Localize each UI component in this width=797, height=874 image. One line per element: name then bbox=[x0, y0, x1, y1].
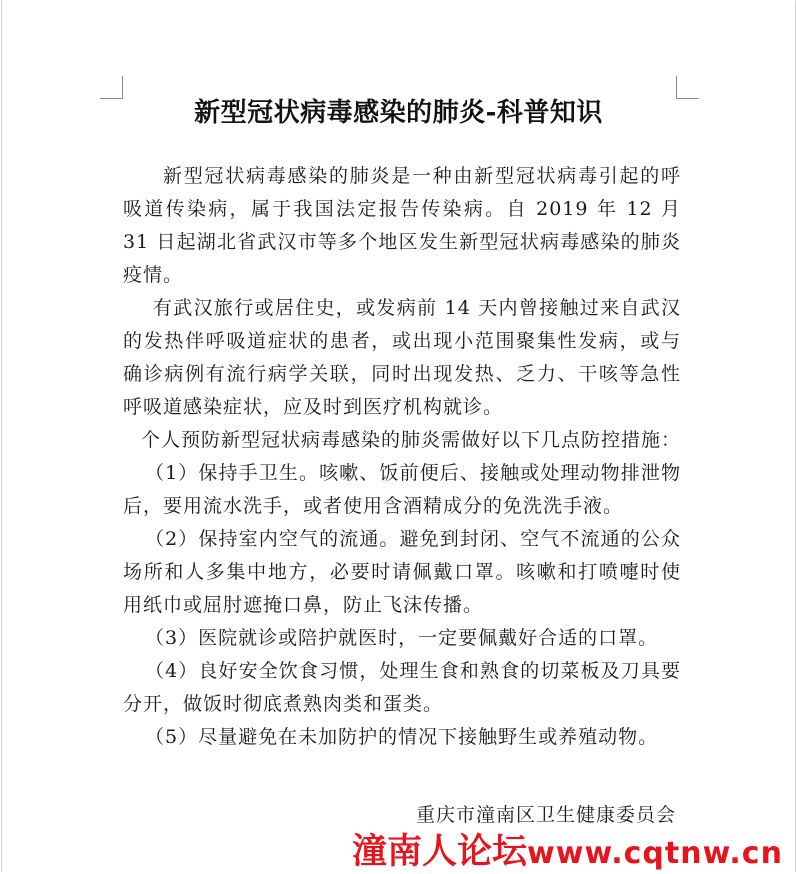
document-body bbox=[123, 160, 681, 754]
watermark-url: www.cqtnw.cn bbox=[527, 836, 783, 871]
document-title: 新型冠状病毒感染的肺炎-科普知识 bbox=[194, 98, 603, 128]
paragraph-intro: 新型冠状病毒感染的肺炎是一种由新型冠状病毒引起的呼吸道传染病，属于我国法定报告传染病。自 2019 年 12 月 31 日起湖北省武汉市等多个地区发生新型冠状病毒感染的肺炎疫情。 bbox=[123, 165, 681, 286]
watermark-name: 潼南人论坛 bbox=[352, 832, 528, 872]
measure-item-4: （4）良好安全饮食习惯，处理生食和熟食的切菜板及刀具要分开，做饭时彻底煮熟肉类和蛋类。 bbox=[123, 660, 681, 715]
paragraph-prevention-lead: 个人预防新型冠状病毒感染的肺炎需做好以下几点防控措施： bbox=[141, 429, 682, 451]
forum-watermark bbox=[352, 824, 797, 874]
measure-item-3: （3）医院就诊或陪护就医时，一定要佩戴好合适的口罩。 bbox=[145, 627, 659, 649]
measure-item-5: （5）尽量避免在未加防护的情况下接触野生或养殖动物。 bbox=[145, 726, 659, 748]
paragraph-symptoms: 有武汉旅行或居住史，或发病前 14 天内曾接触过来自武汉的发热伴呼吸道症状的患者，或出现小范围聚集性发病，或与确诊病例有流行病学关联，同时出现发热、乏力、干咳等急性呼吸道感染症状，应及时到医疗机构就诊。 bbox=[123, 297, 681, 418]
measure-item-2: （2）保持室内空气的流通。避免到封闭、空气不流通的公众场所和人多集中地方，必要时请佩戴口罩。咳嗽和打喷嚏时使用纸巾或屈肘遮掩口鼻，防止飞沫传播。 bbox=[123, 528, 681, 616]
measure-item-1: （1）保持手卫生。咳嗽、饭前便后、接触或处理动物排泄物后，要用流水洗手，或者使用含酒精成分的免洗洗手液。 bbox=[123, 462, 681, 517]
issuing-organization: 重庆市潼南区卫生健康委员会 bbox=[415, 804, 676, 826]
